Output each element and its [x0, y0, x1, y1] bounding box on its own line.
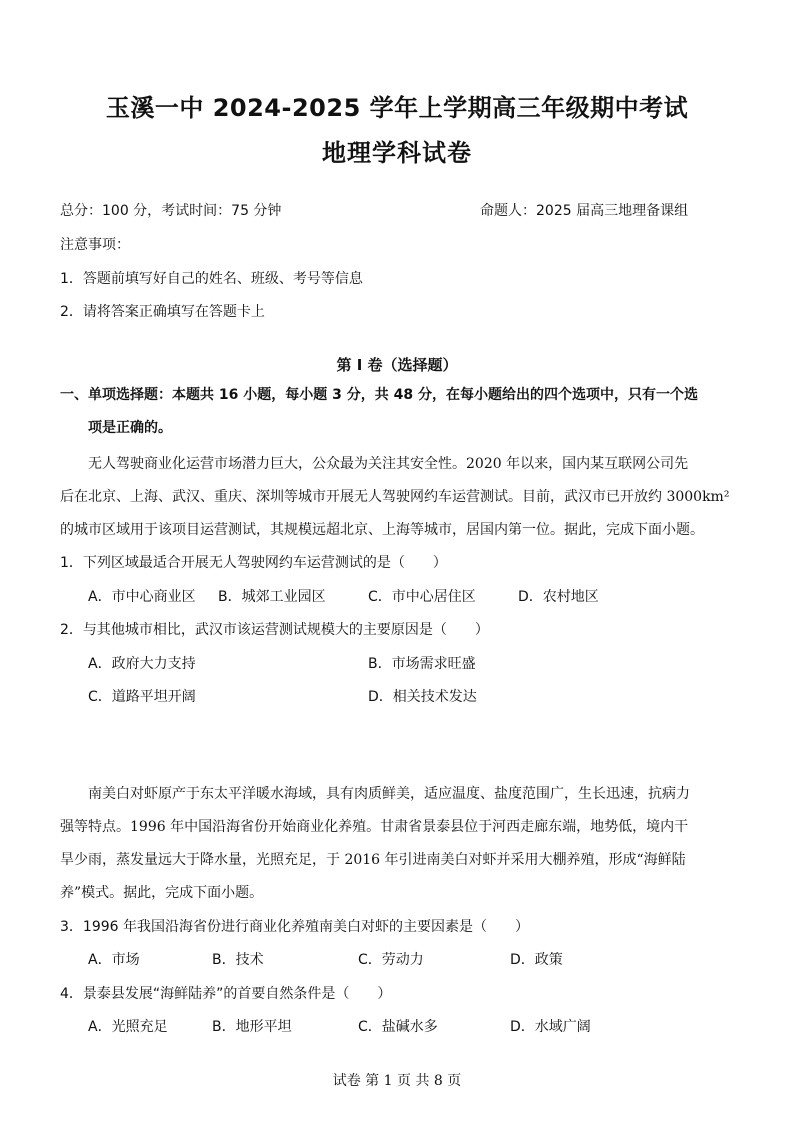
passage-line: 强等特点。1996 年中国沿海省份开始商业化养殖。甘肃省景泰县位于河西走廊东端，地势低，境内干	[60, 819, 689, 835]
q3-option-a: A．市场	[88, 952, 140, 968]
notice-heading: 注意事项：	[60, 237, 130, 253]
notice-item: 2．请将答案正确填写在答题卡上	[60, 304, 265, 320]
notice-item: 1．答题前填写好自己的姓名、班级、考号等信息	[60, 271, 363, 287]
q4-option-c: C．盐碱水多	[358, 1019, 438, 1035]
section-instruction-cont: 项是正确的。	[88, 420, 172, 436]
section-title: 第 I 卷（选择题）	[336, 356, 458, 374]
q1-option-d: D．农村地区	[518, 589, 599, 605]
q2-option-c: C．道路平坦开阔	[88, 689, 196, 705]
page-footer: 试卷 第 1 页 共 8 页	[332, 1073, 462, 1089]
passage-line: 的城市区域用于该项目运营测试，其规模远超北京、上海等城市，居国内第一位。据此，完成下面小题。	[60, 522, 704, 538]
author-info: 命题人：2025 届高三地理备课组	[480, 203, 689, 219]
q3-option-b: B．技术	[212, 952, 264, 968]
question-2-stem: 2．与其他城市相比，武汉市该运营测试规模大的主要原因是（ ）	[60, 622, 489, 638]
passage-line: 后在北京、上海、武汉、重庆、深圳等城市开展无人驾驶网约车运营测试。目前，武汉市已开放约 3000km²	[60, 489, 730, 505]
q3-option-d: D．政策	[510, 952, 563, 968]
q1-option-a: A．市中心商业区	[88, 589, 196, 605]
q4-option-b: B．地形平坦	[212, 1019, 292, 1035]
exam-title: 玉溪一中 2024-2025 学年上学期高三年级期中考试	[105, 94, 689, 122]
q4-option-a: A．光照充足	[88, 1019, 168, 1035]
q3-option-c: C．劳动力	[358, 952, 424, 968]
q1-option-c: C．市中心居住区	[368, 589, 476, 605]
question-4-stem: 4．景泰县发展“海鲜陆养”的首要自然条件是（ ）	[60, 986, 392, 1002]
q1-option-b: B．城郊工业园区	[218, 589, 326, 605]
q2-option-d: D．相关技术发达	[368, 689, 477, 705]
q2-option-a: A．政府大力支持	[88, 656, 196, 672]
question-1-stem: 1．下列区域最适合开展无人驾驶网约车运营测试的是（ ）	[60, 555, 447, 571]
section-instruction: 一、单项选择题：本题共 16 小题，每小题 3 分，共 48 分，在每小题给出的四个选项中，只有一个选	[60, 387, 698, 403]
passage-line: 养”模式。据此，完成下面小题。	[60, 885, 264, 901]
passage-line: 南美白对虾原产于东太平洋暖水海域，具有肉质鲜美，适应温度、盐度范围广，生长迅速，抗病力	[88, 786, 690, 802]
q2-option-b: B．市场需求旺盛	[368, 656, 476, 672]
score-time-info: 总分：100 分，考试时间：75 分钟	[60, 203, 282, 219]
passage-line: 旱少雨，蒸发量远大于降水量，光照充足，于 2016 年引进南美白对虾并采用大棚养殖，形成“海鲜陆	[60, 852, 686, 868]
question-3-stem: 3．1996 年我国沿海省份进行商业化养殖南美白对虾的主要因素是（ ）	[60, 919, 529, 935]
q4-option-d: D．水域广阔	[510, 1019, 591, 1035]
exam-subtitle: 地理学科试卷	[322, 139, 472, 167]
passage-line: 无人驾驶商业化运营市场潜力巨大，公众最为关注其安全性。2020 年以来，国内某互联网公司先	[88, 456, 689, 472]
